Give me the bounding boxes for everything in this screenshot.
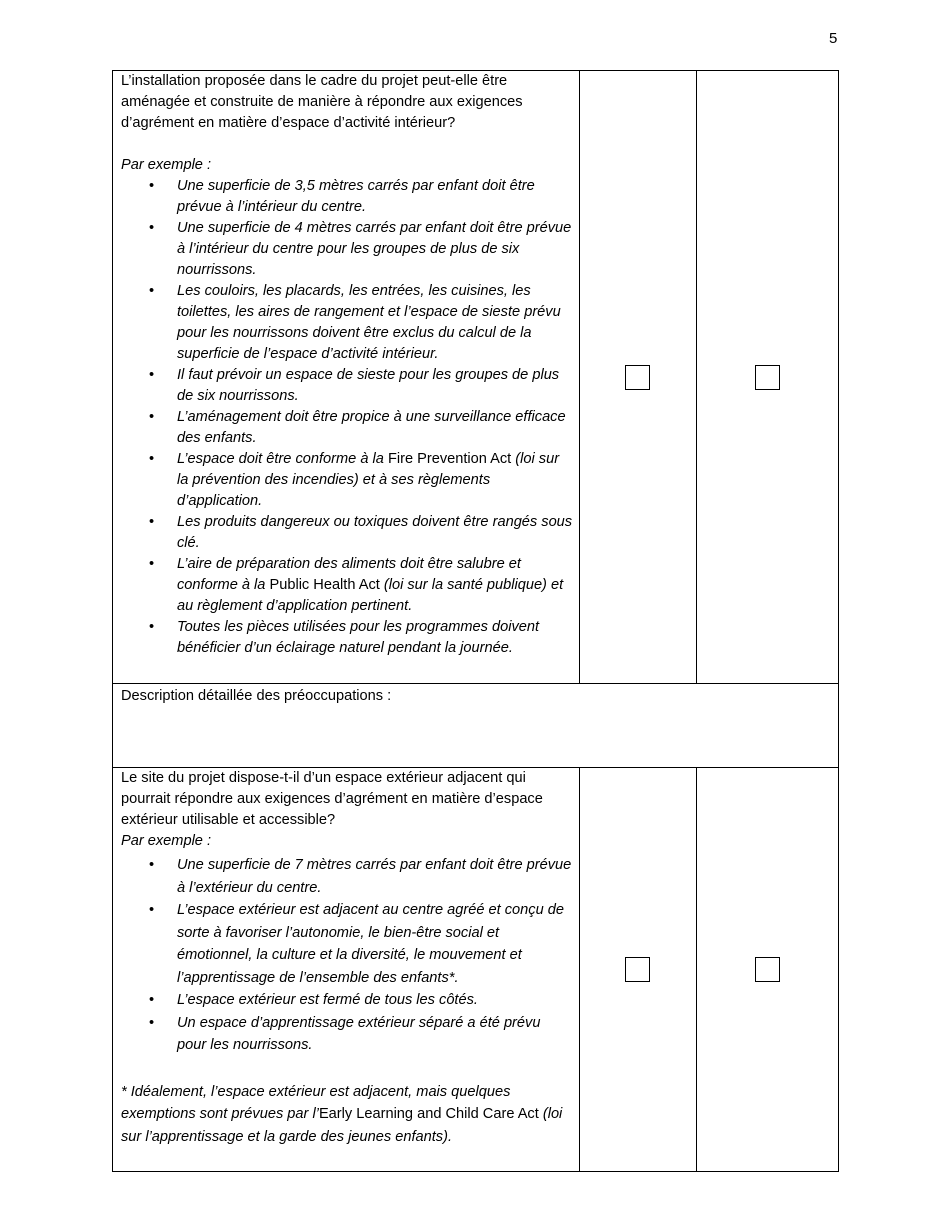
act-name: Fire Prevention Act (387, 451, 512, 467)
concerns-cell[interactable] (113, 684, 839, 768)
page-number: 5 (829, 30, 838, 47)
checklist-table (112, 70, 839, 1172)
outdoor-yes-cell (579, 768, 696, 1172)
list-item: • Il faut prévoir un espace de sieste pour les groupes de plus de six nourrissons. (177, 365, 573, 407)
list-item: • Une superficie de 4 mètres carrés par enfant doit être prévue à l’intérieur du centre pour les groupes de plus de six nourrissons. (177, 218, 573, 281)
outdoor-bullet-list (121, 854, 573, 1057)
list-item: • L’espace extérieur est adjacent au centre agréé et conçu de sorte à favoriser l’autonomie, le bien-être social et émotionnel, la culture et la diversité, le mouvement et l’apprentissage de l’ensemble des enfants*. (177, 899, 573, 989)
list-item: • Une superficie de 7 mètres carrés par enfant doit être prévue à l’extérieur du centre. (177, 854, 573, 899)
outdoor-question: Le site du projet dispose-t-il d’un espace extérieur adjacent qui pourrait répondre aux exigences d’agrément en matière d’espace extérieur utilisable et accessible? (121, 770, 543, 828)
outdoor-yes-checkbox[interactable] (625, 957, 650, 982)
indoor-bullet-list (121, 176, 573, 659)
list-item: • L’espace doit être conforme à la Fire Prevention Act (loi sur la prévention des incendies) et à ses règlements d’application. (177, 449, 573, 512)
concerns-label: Description détaillée des préoccupations : (121, 688, 392, 704)
list-item: • Les couloirs, les placards, les entrées, les cuisines, les toilettes, les aires de rangement et l’espace de sieste prévu pour les nourrissons doivent être exclus du calcul de la superficie de l’espace d’activité intérieur. (177, 281, 573, 365)
list-item: • Un espace d’apprentissage extérieur séparé a été prévu pour les nourrissons. (177, 1012, 573, 1057)
outdoor-no-cell (696, 768, 838, 1172)
indoor-question-cell (113, 71, 580, 684)
act-name: Early Learning and Child Care Act (318, 1106, 539, 1122)
indoor-yes-cell (579, 71, 696, 684)
concerns-row (113, 684, 839, 768)
outdoor-no-checkbox[interactable] (755, 957, 780, 982)
list-item: • L’espace extérieur est fermé de tous les côtés. (177, 989, 573, 1012)
list-item: • Les produits dangereux ou toxiques doivent être rangés sous clé. (177, 512, 573, 554)
outdoor-question-cell (113, 768, 580, 1172)
list-item: • Toutes les pièces utilisées pour les programmes doivent bénéficier d’un éclairage naturel pendant la journée. (177, 617, 573, 659)
indoor-question: L’installation proposée dans le cadre du projet peut-elle être aménagée et construite de manière à répondre aux exigences d’agrément en matière d’espace d’activité intérieur? (121, 73, 523, 131)
list-item: • L’aire de préparation des aliments doit être salubre et conforme à la Public Health Act (loi sur la santé publique) et au règlement d’application pertinent. (177, 554, 573, 617)
outdoor-space-row (113, 768, 839, 1172)
act-name: Public Health Act (269, 577, 380, 593)
indoor-yes-checkbox[interactable] (625, 365, 650, 390)
outdoor-footnote: * Idéalement, l’espace extérieur est adjacent, mais quelques exemptions sont prévues par l’Early Learning and Child Care Act (loi sur l’apprentissage et la garde des jeunes enfants). (121, 1083, 563, 1145)
list-item: • L’aménagement doit être propice à une surveillance efficace des enfants. (177, 407, 573, 449)
indoor-example-label: Par exemple : (121, 157, 212, 173)
outdoor-example-label: Par exemple : (121, 833, 212, 849)
indoor-no-checkbox[interactable] (755, 365, 780, 390)
list-item: • Une superficie de 3,5 mètres carrés par enfant doit être prévue à l’intérieur du centre. (177, 176, 573, 218)
indoor-space-row (113, 71, 839, 684)
indoor-no-cell (696, 71, 838, 684)
